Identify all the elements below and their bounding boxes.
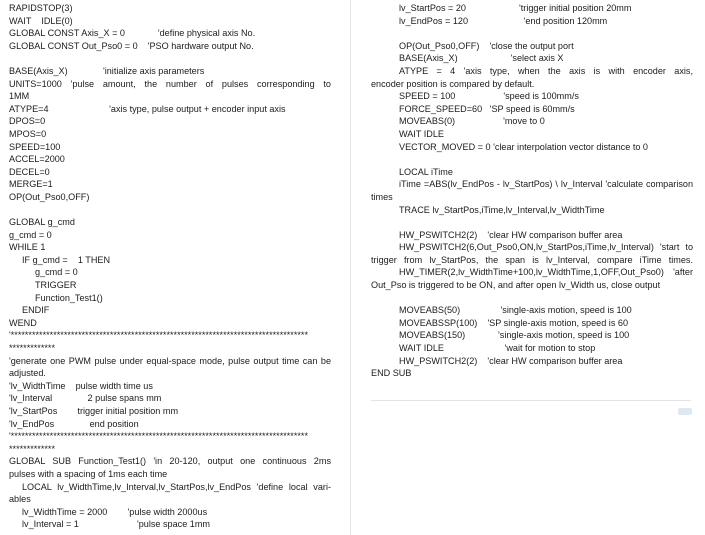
column-divider [350, 0, 351, 535]
code-line: WAIT IDLE(0) [9, 15, 73, 26]
code-line: 'lv_WidthTime pulse width time us [9, 380, 153, 391]
code-line: MOVEABS(0) 'move to 0 [399, 116, 545, 127]
code-line: 'lv_Interval 2 pulse spans mm [9, 393, 162, 404]
code-line: DPOS=0 [9, 116, 46, 127]
code-line [371, 216, 693, 229]
code-line: ATYPE = 4 'axis type, when the axis is with encoder axis, [399, 65, 693, 76]
code-line: ACCEL=2000 [9, 154, 65, 165]
code-line: Function_Test1() [35, 292, 103, 303]
code-line: GLOBAL CONST Out_Pso0 = 0 'PSO hardware output No. [9, 40, 254, 51]
code-line: GLOBAL g_cmd [9, 217, 75, 228]
code-line: UNITS=1000 'pulse amount, the number of pulses corresponding to [9, 78, 331, 89]
blurred-mark [678, 408, 692, 415]
code-line: g_cmd = 0 [9, 229, 52, 240]
code-line: encoder position is compared by default. [371, 78, 535, 89]
code-line: lv_EndPos = 120 'end position 120mm [399, 15, 608, 26]
code-line: MPOS=0 [9, 128, 47, 139]
code-line: LOCAL iTime [399, 166, 453, 177]
code-line [371, 27, 693, 40]
code-line: ATYPE=4 'axis type, pulse output + encoder input axis [9, 103, 286, 114]
code-line: times [371, 191, 393, 202]
code-line: ables [9, 494, 31, 505]
code-line: TRACE lv_StartPos,iTime,lv_Interval,lv_WidthTime [399, 204, 605, 215]
code-line: Out_Pso is triggered to be ON, and after open lv_Width us, close output [371, 280, 661, 291]
code-line: HW_PSWITCH2(6,Out_Pso0,ON,lv_StartPos,iTime,lv_Interval) 'start to [399, 242, 693, 253]
code-line: 'generate one PWM pulse under equal-space mode, pulse output time can be [9, 355, 331, 366]
code-line: HW_PSWITCH2(2) 'clear HW comparison buffer area [399, 355, 623, 366]
code-line: GLOBAL CONST Axis_X = 0 'define physical axis No. [9, 28, 256, 39]
code-line: lv_WidthTime = 2000 'pulse width 2000us [22, 506, 208, 517]
code-line: trigger from lv_StartPos, the span is lv_Interval, compare iTime times. [371, 254, 693, 265]
code-line: g_cmd = 0 [35, 267, 78, 278]
code-line: MERGE=1 [9, 179, 53, 190]
page-end-rule [371, 400, 691, 401]
code-line: ************* [9, 443, 56, 454]
code-line: HW_PSWITCH2(2) 'clear HW comparison buffer area [399, 229, 623, 240]
code-line: ENDIF [22, 305, 50, 316]
code-line: SPEED = 100 'speed is 100mm/s [399, 91, 579, 102]
code-line: WHILE 1 [9, 242, 46, 253]
code-line: WEND [9, 317, 37, 328]
code-line: 1MM [9, 91, 30, 102]
code-line: WAIT IDLE 'wait for motion to stop [399, 343, 596, 354]
code-line: LOCAL lv_WidthTime,lv_Interval,lv_StartPos,lv_EndPos 'define local vari- [22, 481, 331, 492]
code-line: BASE(Axis_X) 'initialize axis parameters [9, 65, 205, 76]
code-line: ************* [9, 343, 56, 354]
code-line: '************************************************************************************ [9, 431, 309, 442]
code-line: iTime =ABS(lv_EndPos - lv_StartPos) \ lv_Interval 'calculate comparison [399, 179, 693, 190]
code-line: '************************************************************************************ [9, 330, 309, 341]
code-line: WAIT IDLE [399, 128, 444, 139]
code-line: TRIGGER [35, 280, 77, 291]
code-line [371, 153, 693, 166]
code-line [371, 292, 693, 305]
code-line: FORCE_SPEED=60 'SP speed is 60mm/s [399, 103, 575, 114]
code-line: lv_StartPos = 20 'trigger initial position 20mm [399, 3, 632, 13]
code-line: MOVEABS(50) 'single-axis motion, speed is 100 [399, 305, 632, 316]
code-line: RAPIDSTOP(3) [9, 3, 73, 13]
code-line: HW_TIMER(2,lv_WidthTime+100,lv_WidthTime,1,OFF,Out_Pso0) 'after [399, 267, 693, 278]
code-line: IF g_cmd = 1 THEN [22, 254, 111, 265]
code-line: 'lv_StartPos trigger initial position mm [9, 406, 179, 416]
code-column-right [371, 2, 693, 380]
code-line: VECTOR_MOVED = 0 'clear interpolation vector distance to 0 [399, 141, 648, 152]
code-line: pulses with a spacing of 1ms each time [9, 468, 168, 479]
code-line: 'lv_EndPos end position [9, 418, 139, 429]
code-line [9, 52, 331, 65]
code-line: OP(Out_Pso0,OFF) 'close the output port [399, 40, 574, 51]
code-column-left [9, 2, 331, 531]
code-line: GLOBAL SUB Function_Test1() 'in 20-120, output one continuous 2ms [9, 456, 331, 467]
code-line [9, 204, 331, 217]
code-line: BASE(Axis_X) 'select axis X [399, 53, 564, 64]
code-line: END SUB [371, 368, 412, 379]
code-line: lv_Interval = 1 'pulse space 1mm [22, 519, 210, 530]
code-line: SPEED=100 [9, 141, 61, 152]
code-line: adjusted. [9, 368, 46, 379]
code-line: MOVEABS(150) 'single-axis motion, speed is 100 [399, 330, 630, 341]
code-line: OP(Out_Pso0,OFF) [9, 191, 90, 202]
code-line: DECEL=0 [9, 166, 50, 177]
code-line: MOVEABSSP(100) 'SP single-axis motion, speed is 60 [399, 317, 629, 328]
